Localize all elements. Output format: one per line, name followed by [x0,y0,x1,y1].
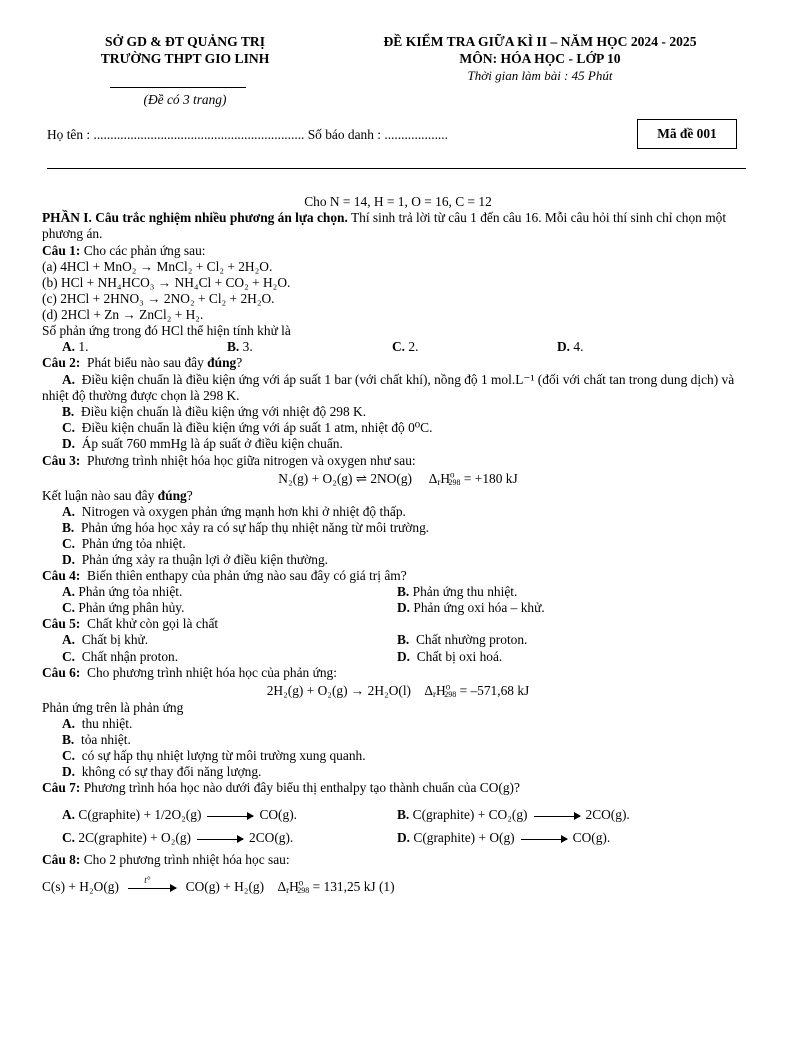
question-2: Câu 2: Phát biểu nào sau đây đúng? [42,355,243,371]
option-a[interactable]: A. thu nhiệt. [62,715,133,731]
q5-options-row1 [42,632,754,648]
reaction-d: (d) 2HCl + Zn → ZnCl₂ + H₂. [42,307,204,323]
question-prompt: Phản ứng trên là phản ứng [42,699,184,715]
subject: MÔN: HÓA HỌC - LỚP 10 [459,51,621,66]
option-c[interactable]: C. Phản ứng tỏa nhiệt. [62,535,186,551]
part1-heading [42,210,754,243]
question-4: Câu 4: Biến thiên enthapy của phản ứng nào sau đây có giá trị âm? [42,568,407,584]
option-c[interactable]: C. Điều kiện chuẩn là điều kiện ứng với áp suất 1 atm, nhiệt độ 0⁰C. [62,420,433,436]
option-a[interactable]: A. Nitrogen và oxygen phản ứng mạnh hơn khi ở nhiệt độ thấp. [62,503,406,519]
student-info-line: Họ tên : ............................................................... Số báo danh : ................... [47,127,448,142]
spacer [42,796,754,804]
option-a[interactable]: A. Điều kiện chuẩn là điều kiện ứng với áp suất 1 bar (với chất khí), nồng độ 1 mol.L⁻¹ (đối với chất tan trong dung dịch) và nhiệt độ thường được chọn là 298 K. [42,371,735,403]
school-header [60,33,310,67]
header-divider [110,87,246,88]
question-prompt: Kết luận nào sau đây đúng? [42,487,193,503]
option-d[interactable]: D. Phản ứng oxi hóa – khử. [397,600,545,616]
enthalpy-symbol: $\Delta_rH^o_{298}$ [277,877,310,896]
exam-code-box: Mã đề 001 [637,119,737,149]
option-d[interactable]: D. Chất bị oxi hoá. [397,648,503,664]
exam-title: ĐỀ KIỂM TRA GIỮA KÌ II – NĂM HỌC 2024 - 2025 [383,34,697,49]
enthalpy-symbol: $\Delta_rH^o_{298}$ [424,681,457,699]
arrow-icon [521,839,567,840]
option-d[interactable]: D. 4. [557,339,584,355]
option-b[interactable]: B. C(graphite) + CO₂(g) 2CO(g). [397,807,630,823]
equation: 2H₂(g) + O₂(g) → 2H₂O(l) $\Delta_rH^o_{298} = -571,68$ kJ [266,681,530,699]
question-7: Câu 7: Phương trình hóa học nào dưới đây biểu thị enthalpy tạo thành chuẩn của CO(g)? [42,780,520,796]
option-b[interactable]: B. 3. [227,339,253,355]
q4-options-row1 [42,584,754,600]
arrow-icon [207,816,253,817]
arrow-icon: t° [128,888,176,889]
q1-options [42,339,754,355]
option-c[interactable]: C. Chất nhận proton. [62,648,179,664]
option-a[interactable]: A. Chất bị khử. [62,632,149,648]
equation-1: C(s) + H₂O(g) t° CO(g) + H₂(g) $\Delta_rH^o_{298} = 131,25$ kJ (1) [42,874,395,896]
option-b[interactable]: B. Chất nhường proton. [397,632,528,648]
option-a[interactable]: A. 1. [62,339,89,355]
part1-title: PHẦN I. Câu trắc nghiệm nhiều phương án lựa chọn. [42,210,348,226]
question-label: Câu 7: [42,780,81,796]
pages-note: (Đề có 3 trang) [143,92,227,107]
q7-options-row2 [42,826,754,850]
equation: N₂(g) + O₂(g) ⇌ 2NO(g) $\Delta_rH^o_{298} = +180$ kJ [278,469,518,487]
question-label: Câu 1: [42,242,81,258]
option-a[interactable]: A. Phản ứng tỏa nhiệt. [62,584,183,600]
option-d[interactable]: D. C(graphite) + O(g) CO(g). [397,830,611,846]
question-label: Câu 3: [42,452,81,468]
page-divider [47,168,746,169]
reaction-a: (a) 4HCl + MnO₂ → MnCl₂ + Cl₂ + 2H₂O. [42,258,273,274]
question-3: Câu 3: Phương trình nhiệt hóa học giữa nitrogen và oxygen như sau: [42,452,416,468]
part1-instruction: Thí sinh trả lời từ câu 1 đến câu 16. Mỗi câu hỏi thí sinh chỉ chọn một phương án. [42,210,727,242]
option-c[interactable]: C. Phản ứng phân hủy. [62,600,185,616]
q5-options-row2 [42,649,754,665]
question-label: Câu 8: [42,852,81,868]
option-d[interactable]: D. không có sự thay đổi năng lượng. [62,764,262,780]
reaction-c: (c) 2HCl + 2HNO₃ → 2NO₂ + Cl₂ + 2H₂O. [42,291,275,307]
option-d[interactable]: D. Áp suất 760 mmHg là áp suất ở điều kiện chuẩn. [62,436,343,452]
question-label: Câu 5: [42,616,81,632]
question-label: Câu 6: [42,664,81,680]
option-a[interactable]: A. C(graphite) + 1/2O₂(g) CO(g). [62,807,298,823]
question-5: Câu 5: Chất khử còn gọi là chất [42,616,219,632]
question-prompt: Số phản ứng trong đó HCl thể hiện tính khử là [42,323,291,339]
school-name: TRƯỜNG THPT GIO LINH [100,51,270,66]
option-c[interactable]: C. có sự hấp thụ nhiệt lượng từ môi trường xung quanh. [62,748,366,763]
reaction-b: (b) HCl + NH₄HCO₃ → NH₄Cl + CO₂ + H₂O. [42,274,291,290]
atomic-masses: Cho N = 14, H = 1, O = 16, C = 12 [304,194,492,209]
question-text: Cho các phản ứng sau: [83,242,206,258]
option-c[interactable]: C. 2C(graphite) + O₂(g) 2CO(g). [62,830,294,846]
option-b[interactable]: B. Phản ứng hóa học xảy ra có sự hấp thụ nhiệt năng từ môi trường. [62,519,430,535]
arrow-icon [534,816,580,817]
question-label: Câu 4: [42,568,81,584]
exam-content [42,194,754,898]
q7-options-row1 [42,804,754,826]
exam-header [330,33,750,84]
department-name: SỞ GD & ĐT QUẢNG TRỊ [104,34,265,49]
option-b[interactable]: B. Phản ứng thu nhiệt. [397,584,518,600]
question-6: Câu 6: Cho phương trình nhiệt hóa học của phản ứng: [42,664,337,680]
question-8: Câu 8: Cho 2 phương trình nhiệt hóa học sau: [42,852,290,868]
time-limit: Thời gian làm bài : 45 Phút [467,68,613,83]
question-1 [42,243,754,259]
arrow-icon [197,839,243,840]
option-d[interactable]: D. Phản ứng xảy ra thuận lợi ở điều kiện thường. [62,551,328,567]
option-b[interactable]: B. tỏa nhiệt. [62,731,131,747]
option-c[interactable]: C. 2. [392,339,419,355]
q4-options-row2 [42,600,754,616]
question-label: Câu 2: [42,355,81,371]
option-b[interactable]: B. Điều kiện chuẩn là điều kiện ứng với nhiệt độ 298 K. [62,404,367,420]
enthalpy-symbol: $\Delta_rH^o_{298}$ [428,469,461,487]
